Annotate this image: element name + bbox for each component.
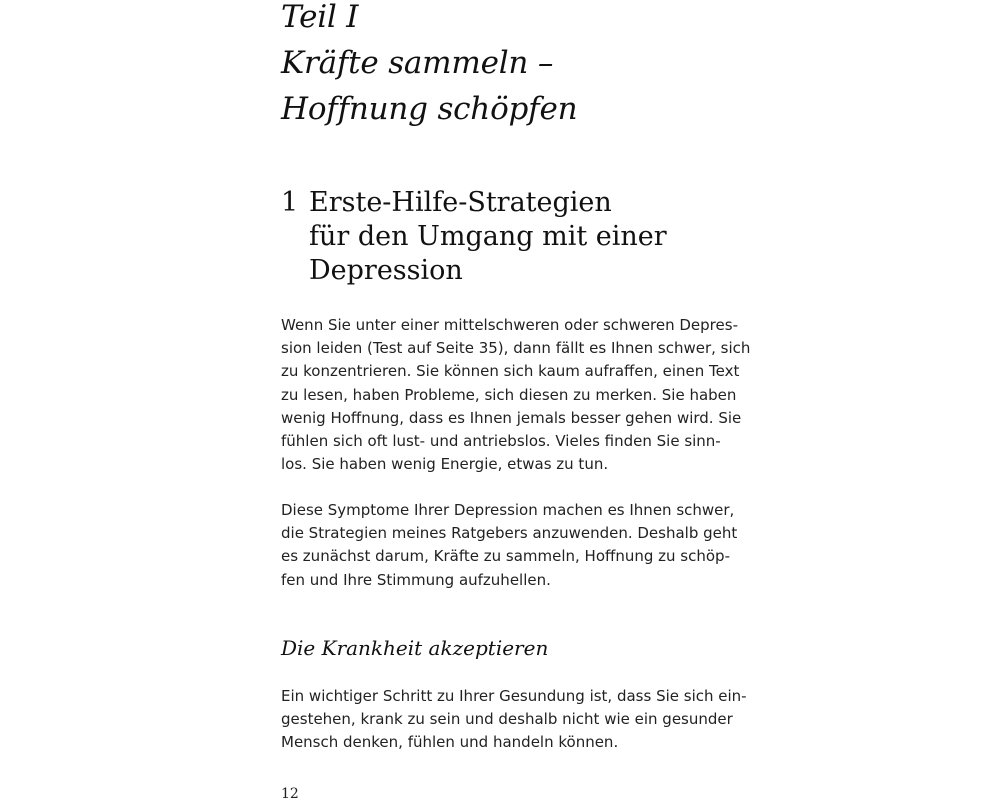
text-line: Ein wichtiger Schritt zu Ihrer Gesundung ist, dass Sie sich ein- — [281, 687, 747, 705]
text-line: die Strategien meines Ratgebers anzuwenden. Deshalb geht — [281, 524, 738, 543]
part-title-line: Kräfte sammeln – — [281, 45, 554, 81]
paragraph-intro — [281, 314, 751, 476]
chapter-number: 1 — [281, 187, 299, 218]
text-line: wenig Hoffnung, dass es Ihnen jemals besser gehen wird. Sie — [281, 408, 742, 427]
text-line: fühlen sich oft lust- und antriebslos. Vieles finden Sie sinn- — [281, 432, 721, 451]
text-line: Diese Symptome Ihrer Depression machen es Ihnen schwer, — [281, 501, 735, 519]
section-heading: Die Krankheit akzeptieren — [281, 636, 549, 660]
chapter-title — [309, 186, 739, 288]
text-line: Mensch denken, fühlen und handeln können. — [281, 733, 619, 752]
text-line: sion leiden (Test auf Seite 35), dann fällt es Ihnen schwer, sich — [281, 339, 751, 358]
text-line: los. Sie haben wenig Energie, etwas zu tun. — [281, 455, 609, 474]
page-number: 12 — [281, 786, 299, 802]
paragraph-acceptance — [281, 685, 747, 755]
chapter-title-line: für den Umgang mit einer — [309, 221, 667, 252]
text-line: zu lesen, haben Probleme, sich diesen zu merken. Sie haben — [281, 385, 737, 404]
part-title-line: Hoffnung schöpfen — [281, 91, 578, 127]
paragraph-symptoms — [281, 499, 738, 592]
text-line: gestehen, krank zu sein und deshalb nicht wie ein gesunder — [281, 710, 733, 729]
text-line: fen und Ihre Stimmung aufzuhellen. — [281, 570, 551, 589]
chapter-title-line: Depression — [309, 255, 463, 286]
text-line: zu konzentrieren. Sie können sich kaum aufraffen, einen Text — [281, 362, 740, 381]
chapter-title-line: Erste-Hilfe-Strategien — [309, 187, 612, 218]
text-line: es zunächst darum, Kräfte zu sammeln, Hoffnung zu schöp- — [281, 547, 730, 566]
part-title — [281, 0, 741, 132]
text-line: Wenn Sie unter einer mittelschweren oder schweren Depres- — [281, 316, 738, 334]
part-title-line: Teil I — [281, 0, 359, 35]
